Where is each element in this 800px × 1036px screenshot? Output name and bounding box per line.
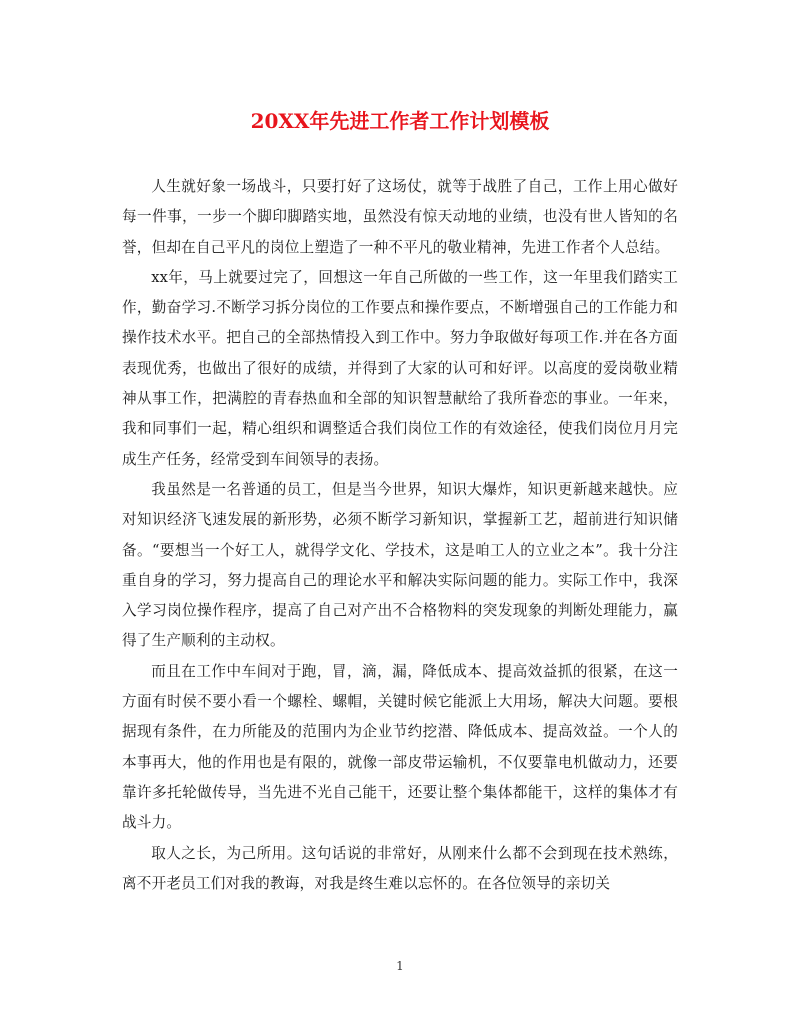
paragraph-3: 我虽然是一名普通的员工，但是当今世界，知识大爆炸，知识更新越来越快。应对知识经济飞速发展的新形势，必须不断学习新知识，掌握新工艺，超前进行知识储备。“要想当一个好工人，就得学文化、学技术，这是咱工人的立业之本”。我十分注重自身的学习，努力提高自己的理论水平和解决实际问题的能力。实际工作中，我深入学习岗位操作程序，提高了自己对产出不合格物料的突发现象的判断处理能力，赢得了生产顺利的主动权。	[122, 480, 678, 650]
paragraph-4: 而且在工作中车间对于跑，冒，滴，漏，降低成本、提高效益抓的很紧，在这一方面有时侯不要小看一个螺栓、螺帽，关键时候它能派上大用场，解决大问题。要根据现有条件，在力所能及的范围内为企业节约挖潜、降低成本、提高效益。一个人的本事再大，他的作用也是有限的，就像一部皮带运输机，不仅要靠电机做动力，还要靠许多托轮做传导，当先进不光自己能干，还要让整个集体都能干，这样的集体才有战斗力。	[122, 662, 678, 832]
document-title: 20XX年先进工作者工作计划模板	[250, 109, 550, 133]
paragraph-5: 取人之长，为己所用。这句话说的非常好，从刚来什么都不会到现在技术熟练，离不开老员工们对我的教诲，对我是终生难以忘怀的。在各位领导的亲切关	[122, 844, 678, 892]
document-body	[122, 172, 678, 899]
page-number: 1	[396, 959, 404, 973]
paragraph-1: 人生就好象一场战斗，只要打好了这场仗，就等于战胜了自己，工作上用心做好每一件事，一步一个脚印脚踏实地，虽然没有惊天动地的业绩，也没有世人皆知的名誉，但却在自己平凡的岗位上塑造了一种不平凡的敬业精神，先进工作者个人总结。	[122, 178, 678, 256]
paragraph-2: xx年，马上就要过完了，回想这一年自己所做的一些工作，这一年里我们踏实工作，勤奋学习.不断学习拆分岗位的工作要点和操作要点，不断增强自己的工作能力和操作技术水平。把自己的全部热情投入到工作中。努力争取做好每项工作.并在各方面表现优秀，也做出了很好的成绩，并得到了大家的认可和好评。以高度的爱岗敬业精神从事工作，把满腔的青春热血和全部的知识智慧献给了我所眷恋的事业。一年来，我和同事们一起，精心组织和调整适合我们岗位工作的有效途径，使我们岗位月月完成生产任务，经常受到车间领导的表扬。	[122, 268, 678, 468]
